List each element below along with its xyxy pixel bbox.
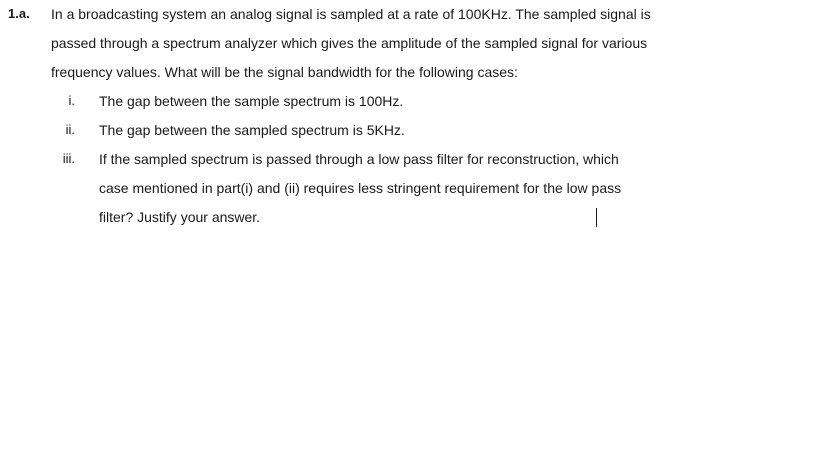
item-marker-i: i. [68,93,75,108]
question-stem-line-1: In a broadcasting system an analog signal is sampled at a rate of 100KHz. The sampled signal is [51,6,651,22]
item-iii-text-line-3: filter? Justify your answer. [99,209,261,225]
item-i-text: The gap between the sample spectrum is 100Hz. [99,93,404,109]
item-iii-text-line-2: case mentioned in part(i) and (ii) requires less stringent requirement for the low pass [99,180,622,196]
question-stem-line-2: passed through a spectrum analyzer which gives the amplitude of the sampled signal for various [51,35,648,51]
item-iii-text-line-1: If the sampled spectrum is passed through a low pass filter for reconstruction, which [99,151,619,167]
item-marker-iii: iii. [62,151,75,166]
item-ii-text: The gap between the sampled spectrum is 5KHz. [99,122,405,138]
question-stem-line-3: frequency values. What will be the signal bandwidth for the following cases: [51,64,518,80]
item-marker-ii: ii. [65,122,75,137]
question-number: 1.a. [8,6,30,21]
text-cursor[interactable] [596,208,597,227]
